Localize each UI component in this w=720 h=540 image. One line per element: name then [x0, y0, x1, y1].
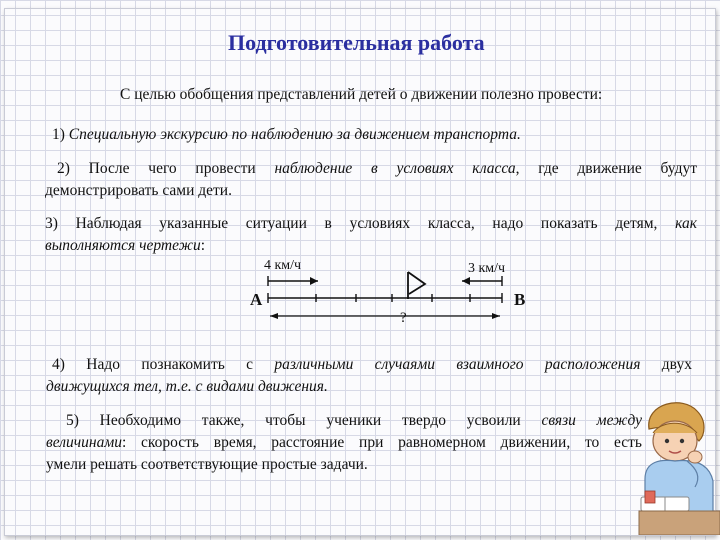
p4-line2-italic: движущихся тел, т.е. с видами движения.: [46, 378, 328, 395]
p3-italic-chertezhi: выполняются чертежи: [45, 237, 201, 254]
p4-line1-end: двух: [640, 356, 692, 373]
speed-label-right: 3 км/ч: [468, 261, 506, 276]
p3-line1-start: 3) Наблюдая указанные ситуации в условиях класса, надо показать детям,: [45, 215, 676, 232]
right-arrowhead: [462, 277, 470, 285]
unknown-distance-label: ?: [400, 310, 407, 326]
p4-line1-start: 4) Надо познакомить с: [52, 356, 275, 373]
slide-title: Подготовительная работа: [228, 30, 485, 55]
paragraph-5: [46, 410, 642, 476]
point-a-label: А: [250, 290, 263, 309]
p2-line1-end: , где движение будут: [515, 160, 697, 177]
point-b-label: В: [514, 290, 526, 309]
speed-label-left: 4 км/ч: [264, 258, 302, 273]
p1-italic: Специальную экскурсию по наблюдению за движением транспорта.: [68, 126, 521, 143]
p1-number: 1): [52, 126, 69, 143]
intro-text: С целью обобщения представлений детей о движении полезно провести:: [120, 86, 603, 103]
p2-line2: демонстрировать сами дети.: [45, 182, 232, 199]
p5-line3: умели решать соответствующие простые задачи.: [46, 456, 368, 473]
p2-line1-start: 2) После чего провести: [57, 160, 275, 177]
child-illustration-icon: [635, 395, 720, 535]
p3-italic-kak: как: [675, 215, 697, 232]
p4-italic: различными случаями взаимного расположения: [274, 356, 641, 373]
p3-colon: :: [200, 237, 206, 254]
left-arrowhead: [310, 277, 318, 285]
p5-line2-rest: : скорость время, расстояние при равномерном движении, то есть: [121, 434, 642, 451]
p2-italic: наблюдение в условиях класса: [274, 160, 516, 177]
p5-italic-velichinami: величинами: [46, 434, 122, 451]
p5-italic: связи между: [541, 412, 642, 429]
p5-line1-start: 5) Необходимо также, чтобы ученики твердо усвоили: [66, 412, 542, 429]
paragraph-4: [46, 354, 692, 398]
distance-arrowhead-left: [270, 313, 278, 319]
flag-icon: [408, 272, 425, 294]
distance-arrowhead-right: [492, 313, 500, 319]
